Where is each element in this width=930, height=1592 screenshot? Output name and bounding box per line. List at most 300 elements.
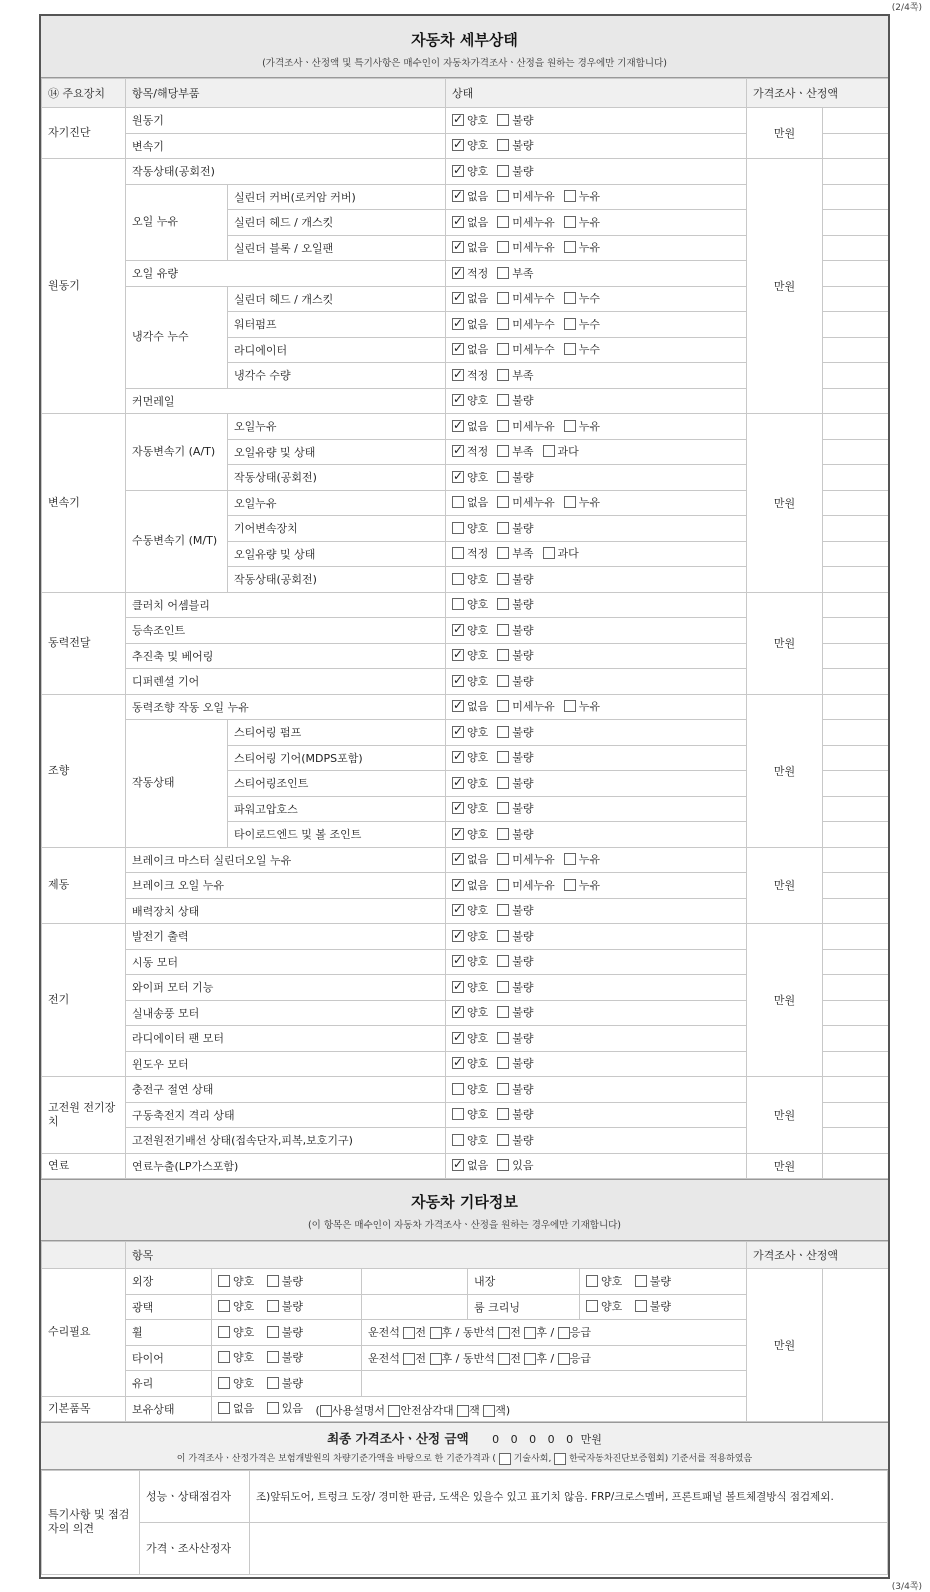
status-options: [446, 261, 747, 287]
status-checkbox[interactable]: [452, 394, 464, 406]
own-none-checkbox[interactable]: [218, 1402, 230, 1414]
status-option[interactable]: [497, 698, 555, 714]
status-option-label: 누유: [578, 190, 601, 204]
status-option[interactable]: [497, 1030, 533, 1046]
inspector-opinion-text: 조)앞뒤도어, 트렁크 도장/ 경미한 판금, 도색은 있을수 있고 표기치 않음. FRP/크로스멤버, 프론트패널 볼트체결방식 점검제외.: [250, 1470, 888, 1522]
wheel-driver-front-checkbox[interactable]: [403, 1327, 415, 1339]
wheel-passenger-front-checkbox[interactable]: [498, 1327, 510, 1339]
status-option-label: 미세누유: [512, 496, 555, 510]
item-label: 윈도우 모터: [126, 1051, 446, 1077]
emergency-label: 응급: [569, 1326, 592, 1340]
status-checkbox[interactable]: [452, 445, 464, 457]
tire-driver-rear-checkbox[interactable]: [430, 1353, 442, 1365]
status-checkbox[interactable]: [452, 471, 464, 483]
status-option[interactable]: [497, 469, 533, 485]
tire-passenger-front-checkbox[interactable]: [498, 1353, 510, 1365]
status-checkbox[interactable]: [497, 1108, 509, 1120]
passenger-seat-label: 동반석: [462, 1326, 495, 1340]
detail-row: [42, 924, 891, 950]
status-option[interactable]: [452, 877, 488, 893]
engineer-society-checkbox[interactable]: [499, 1453, 511, 1465]
status-checkbox[interactable]: [497, 751, 509, 763]
status-checkbox[interactable]: [564, 420, 576, 432]
status-option-label: 누수: [578, 317, 601, 331]
status-option[interactable]: [497, 1157, 533, 1173]
status-checkbox[interactable]: [452, 675, 464, 687]
status-option[interactable]: [452, 571, 488, 587]
status-option-label: 미세누유: [512, 700, 555, 714]
status-option[interactable]: [452, 163, 488, 179]
status-checkbox[interactable]: [452, 649, 464, 661]
main-device-category: 전기: [42, 924, 126, 1077]
status-option[interactable]: [497, 800, 533, 816]
status-option[interactable]: [497, 1106, 533, 1122]
sub-group-label: 수동변속기 (M/T): [126, 490, 228, 592]
status-checkbox[interactable]: [497, 573, 509, 585]
status-option[interactable]: [497, 673, 533, 689]
status-option[interactable]: [497, 724, 533, 740]
status-option[interactable]: [452, 290, 488, 306]
status-checkbox[interactable]: [452, 1083, 464, 1095]
category-repair-needed: 수리필요: [42, 1269, 126, 1397]
item-label: 오일유량 및 상태: [228, 541, 446, 567]
status-option[interactable]: [497, 1132, 533, 1148]
status-options: [446, 847, 747, 873]
status-option-label: 불량: [512, 1082, 534, 1096]
status-checkbox[interactable]: [564, 343, 576, 355]
status-checkbox[interactable]: [497, 675, 509, 687]
status-checkbox[interactable]: [497, 292, 509, 304]
front-label: 전: [415, 1326, 427, 1340]
status-checkbox[interactable]: [497, 700, 509, 712]
status-checkbox[interactable]: [452, 292, 464, 304]
status-option[interactable]: [452, 647, 488, 663]
status-checkbox[interactable]: [543, 547, 555, 559]
glass-good-checkbox[interactable]: [218, 1377, 230, 1389]
status-option[interactable]: [452, 596, 488, 612]
status-checkbox[interactable]: [497, 624, 509, 636]
status-option[interactable]: [452, 341, 488, 357]
status-options: [446, 1153, 747, 1179]
page-number-top: (2/4쪽): [891, 3, 922, 13]
status-checkbox[interactable]: [452, 114, 464, 126]
status-option[interactable]: [497, 290, 555, 306]
status-checkbox[interactable]: [452, 904, 464, 916]
status-checkbox[interactable]: [497, 114, 509, 126]
status-option[interactable]: [497, 979, 533, 995]
status-checkbox[interactable]: [452, 318, 464, 330]
status-checkbox[interactable]: [452, 726, 464, 738]
other-col-item: 항목: [126, 1242, 747, 1269]
status-checkbox[interactable]: [452, 190, 464, 202]
status-option[interactable]: [497, 953, 533, 969]
jack-checkbox[interactable]: [457, 1405, 469, 1417]
status-option[interactable]: [497, 392, 533, 408]
status-checkbox[interactable]: [497, 420, 509, 432]
status-checkbox[interactable]: [564, 700, 576, 712]
room-good-checkbox[interactable]: [586, 1300, 598, 1312]
status-checkbox[interactable]: [497, 930, 509, 942]
item-label: 스티어링 펌프: [228, 720, 446, 746]
status-option[interactable]: [497, 418, 555, 434]
status-checkbox[interactable]: [564, 190, 576, 202]
status-option[interactable]: [452, 851, 488, 867]
status-option[interactable]: [452, 418, 488, 434]
status-checkbox[interactable]: [497, 853, 509, 865]
status-option[interactable]: [564, 214, 600, 230]
status-checkbox[interactable]: [497, 981, 509, 993]
triangle-checkbox[interactable]: [388, 1405, 400, 1417]
status-checkbox[interactable]: [452, 598, 464, 610]
status-options: [446, 1102, 747, 1128]
status-checkbox[interactable]: [452, 547, 464, 559]
status-checkbox[interactable]: [452, 165, 464, 177]
status-checkbox[interactable]: [497, 955, 509, 967]
status-option[interactable]: [497, 137, 533, 153]
status-option[interactable]: [497, 239, 555, 255]
status-option-label: 불량: [512, 904, 534, 918]
status-option-label: 적정: [467, 445, 489, 459]
status-option[interactable]: [497, 902, 533, 918]
status-options: [446, 133, 747, 159]
price-blank: [823, 669, 891, 695]
emergency-label: 응급: [569, 1351, 592, 1365]
status-checkbox[interactable]: [564, 216, 576, 228]
status-checkbox[interactable]: [452, 216, 464, 228]
status-option[interactable]: [452, 800, 488, 816]
status-checkbox[interactable]: [452, 853, 464, 865]
status-option[interactable]: [497, 775, 533, 791]
price-blank: [823, 261, 891, 287]
status-option[interactable]: [452, 749, 488, 765]
status-option-label: 과다: [557, 445, 579, 459]
tire-bad-checkbox[interactable]: [267, 1351, 279, 1363]
status-options: [446, 541, 747, 567]
status-checkbox[interactable]: [452, 369, 464, 381]
status-option[interactable]: [452, 775, 488, 791]
status-checkbox[interactable]: [497, 318, 509, 330]
status-checkbox[interactable]: [452, 420, 464, 432]
gloss-bad-checkbox[interactable]: [267, 1300, 279, 1312]
status-checkbox[interactable]: [497, 369, 509, 381]
status-options: [446, 108, 747, 134]
status-checkbox[interactable]: [564, 292, 576, 304]
status-option[interactable]: [497, 367, 533, 383]
status-option[interactable]: [543, 443, 579, 459]
status-option[interactable]: [497, 163, 533, 179]
status-checkbox[interactable]: [564, 853, 576, 865]
status-checkbox[interactable]: [497, 1134, 509, 1146]
detail-row: [42, 694, 891, 720]
status-option[interactable]: [452, 1081, 488, 1097]
status-option-label: 누유: [578, 419, 601, 433]
status-checkbox[interactable]: [452, 139, 464, 151]
status-option[interactable]: [452, 1106, 488, 1122]
detail-title: 자동차 세부상태: [411, 31, 518, 49]
price-cell: 만원: [747, 924, 823, 1077]
status-checkbox[interactable]: [497, 828, 509, 840]
status-checkbox[interactable]: [452, 496, 464, 508]
gloss-good-checkbox[interactable]: [218, 1300, 230, 1312]
status-option[interactable]: [452, 239, 488, 255]
status-checkbox[interactable]: [452, 1032, 464, 1044]
status-option-label: 불량: [512, 113, 534, 127]
status-checkbox[interactable]: [497, 1032, 509, 1044]
status-option[interactable]: [452, 826, 488, 842]
main-device-category: 동력전달: [42, 592, 126, 694]
status-checkbox[interactable]: [452, 624, 464, 636]
tire-driver-front-checkbox[interactable]: [403, 1353, 415, 1365]
status-option[interactable]: [497, 545, 533, 561]
status-option-label: 양호: [467, 980, 489, 994]
status-option[interactable]: [497, 341, 555, 357]
own-have-checkbox[interactable]: [267, 1402, 279, 1414]
item-label: 커먼레일: [126, 388, 446, 414]
status-option[interactable]: [564, 418, 600, 434]
status-checkbox[interactable]: [452, 828, 464, 840]
status-checkbox[interactable]: [564, 496, 576, 508]
status-option[interactable]: [452, 1055, 488, 1071]
status-option[interactable]: [497, 1055, 533, 1071]
status-checkbox[interactable]: [452, 802, 464, 814]
item-label: 등속조인트: [126, 618, 446, 644]
status-option[interactable]: [564, 698, 600, 714]
status-checkbox[interactable]: [497, 547, 509, 559]
status-checkbox[interactable]: [497, 267, 509, 279]
status-checkbox[interactable]: [452, 343, 464, 355]
status-option-label: 누유: [578, 878, 601, 892]
status-option[interactable]: [452, 443, 488, 459]
status-checkbox[interactable]: [497, 1006, 509, 1018]
status-option[interactable]: [497, 851, 555, 867]
item-label: 발전기 출력: [126, 924, 446, 950]
other-price-cell: 만원: [747, 1269, 823, 1422]
status-checkbox[interactable]: [452, 522, 464, 534]
status-option[interactable]: [497, 826, 533, 842]
status-checkbox[interactable]: [497, 343, 509, 355]
status-option[interactable]: [564, 290, 600, 306]
status-option[interactable]: [452, 1157, 488, 1173]
status-option-label: 미세누수: [512, 292, 555, 306]
status-option[interactable]: [452, 622, 488, 638]
status-option[interactable]: [452, 979, 488, 995]
item-label: 실린더 헤드 / 개스킷: [228, 286, 446, 312]
status-option[interactable]: [497, 1081, 533, 1097]
exterior-bad-checkbox[interactable]: [267, 1275, 279, 1287]
status-option[interactable]: [564, 494, 600, 510]
status-checkbox[interactable]: [564, 241, 576, 253]
interior-good-checkbox[interactable]: [586, 1275, 598, 1287]
status-checkbox[interactable]: [452, 1134, 464, 1146]
status-checkbox[interactable]: [452, 955, 464, 967]
status-option[interactable]: [497, 520, 533, 536]
status-checkbox[interactable]: [452, 267, 464, 279]
status-option[interactable]: [452, 494, 488, 510]
status-checkbox[interactable]: [452, 777, 464, 789]
status-checkbox[interactable]: [452, 1057, 464, 1069]
status-option[interactable]: [452, 469, 488, 485]
status-checkbox[interactable]: [497, 165, 509, 177]
status-checkbox[interactable]: [452, 700, 464, 712]
status-checkbox[interactable]: [497, 802, 509, 814]
status-checkbox[interactable]: [497, 904, 509, 916]
status-checkbox[interactable]: [452, 751, 464, 763]
status-option[interactable]: [452, 520, 488, 536]
status-option[interactable]: [497, 622, 533, 638]
status-checkbox[interactable]: [497, 598, 509, 610]
price-blank: [823, 184, 891, 210]
status-checkbox[interactable]: [497, 649, 509, 661]
status-checkbox[interactable]: [452, 981, 464, 993]
price-blank: [823, 439, 891, 465]
glass-bad-checkbox[interactable]: [267, 1377, 279, 1389]
status-option[interactable]: [452, 724, 488, 740]
status-option[interactable]: [497, 112, 533, 128]
status-option[interactable]: [497, 214, 555, 230]
status-option[interactable]: [452, 953, 488, 969]
status-option[interactable]: [497, 877, 555, 893]
status-option[interactable]: [452, 1132, 488, 1148]
status-checkbox[interactable]: [497, 241, 509, 253]
status-checkbox[interactable]: [564, 318, 576, 330]
status-options: [446, 414, 747, 440]
status-option[interactable]: [497, 265, 533, 281]
option-label: 양호: [601, 1300, 623, 1314]
status-option[interactable]: [452, 367, 488, 383]
status-checkbox[interactable]: [497, 1057, 509, 1069]
gloss-options: [212, 1294, 362, 1320]
status-option-label: 양호: [467, 394, 489, 408]
status-checkbox[interactable]: [497, 879, 509, 891]
wheel-passenger-rear-checkbox[interactable]: [524, 1327, 536, 1339]
tire-emergency-checkbox[interactable]: [558, 1353, 570, 1365]
final-note-a: 이 가격조사ㆍ산정가격은 보험개발원의 차량기준가액을 바탕으로 한 기준가격과 (: [176, 1454, 496, 1464]
price-blank: [823, 337, 891, 363]
status-checkbox[interactable]: [497, 726, 509, 738]
kadia-checkbox[interactable]: [554, 1453, 566, 1465]
item-label: 추진축 및 베어링: [126, 643, 446, 669]
status-checkbox[interactable]: [452, 1159, 464, 1171]
status-options: [446, 796, 747, 822]
status-checkbox[interactable]: [452, 1108, 464, 1120]
status-checkbox[interactable]: [497, 496, 509, 508]
item-label: 작동상태(공회전): [228, 567, 446, 593]
status-checkbox[interactable]: [497, 777, 509, 789]
price-blank: [823, 643, 891, 669]
exterior-options: [212, 1269, 362, 1295]
status-option[interactable]: [564, 188, 600, 204]
status-option[interactable]: [497, 928, 533, 944]
status-option-label: 양호: [467, 598, 489, 612]
status-option[interactable]: [564, 341, 600, 357]
status-option[interactable]: [452, 698, 488, 714]
wheel-good-checkbox[interactable]: [218, 1326, 230, 1338]
wheel-emergency-checkbox[interactable]: [558, 1327, 570, 1339]
status-option-label: 양호: [467, 1133, 489, 1147]
status-option[interactable]: [564, 851, 600, 867]
status-option[interactable]: [452, 316, 488, 332]
status-checkbox[interactable]: [497, 190, 509, 202]
status-option[interactable]: [452, 1030, 488, 1046]
status-option[interactable]: [452, 214, 488, 230]
status-option[interactable]: [497, 647, 533, 663]
status-option-label: 불량: [512, 572, 534, 586]
status-option[interactable]: [497, 443, 533, 459]
status-checkbox[interactable]: [543, 445, 555, 457]
status-checkbox[interactable]: [497, 139, 509, 151]
status-option[interactable]: [452, 902, 488, 918]
rear-label: 후: [441, 1326, 453, 1340]
status-option[interactable]: [452, 1004, 488, 1020]
status-checkbox[interactable]: [452, 930, 464, 942]
status-option[interactable]: [452, 137, 488, 153]
manual-checkbox[interactable]: [320, 1405, 332, 1417]
status-option[interactable]: [543, 545, 579, 561]
status-option[interactable]: [452, 545, 488, 561]
status-option[interactable]: [564, 316, 600, 332]
status-checkbox[interactable]: [497, 1083, 509, 1095]
status-option[interactable]: [497, 188, 555, 204]
status-option[interactable]: [564, 239, 600, 255]
room-bad-checkbox[interactable]: [635, 1300, 647, 1312]
status-option[interactable]: [452, 265, 488, 281]
status-option[interactable]: [452, 112, 488, 128]
status-checkbox[interactable]: [452, 879, 464, 891]
item-glass: 유리: [126, 1371, 212, 1397]
manual-label: 사용설명서: [331, 1403, 385, 1417]
status-option[interactable]: [564, 877, 600, 893]
status-option-label: 없음: [467, 700, 489, 714]
status-checkbox[interactable]: [497, 445, 509, 457]
tire-good-checkbox[interactable]: [218, 1351, 230, 1363]
status-option[interactable]: [497, 494, 555, 510]
tire-passenger-rear-checkbox[interactable]: [524, 1353, 536, 1365]
status-checkbox[interactable]: [564, 879, 576, 891]
status-option[interactable]: [497, 571, 533, 587]
status-option[interactable]: [452, 392, 488, 408]
status-option[interactable]: [452, 928, 488, 944]
price-blank: [823, 363, 891, 389]
status-option[interactable]: [452, 673, 488, 689]
rear-label: 후: [536, 1326, 548, 1340]
option-label: 불량: [281, 1351, 304, 1365]
status-checkbox[interactable]: [452, 573, 464, 585]
option-label: 불량: [281, 1325, 304, 1339]
col-status: 상태: [446, 79, 747, 108]
status-option[interactable]: [497, 1004, 533, 1020]
status-checkbox[interactable]: [452, 241, 464, 253]
status-checkbox[interactable]: [497, 216, 509, 228]
status-option[interactable]: [497, 749, 533, 765]
status-checkbox[interactable]: [452, 1006, 464, 1018]
spanner-checkbox[interactable]: [483, 1405, 495, 1417]
status-checkbox[interactable]: [497, 471, 509, 483]
status-option[interactable]: [452, 188, 488, 204]
status-option[interactable]: [497, 596, 533, 612]
status-option-label: 없음: [467, 215, 489, 229]
wheel-bad-checkbox[interactable]: [267, 1326, 279, 1338]
status-checkbox[interactable]: [497, 1159, 509, 1171]
status-checkbox[interactable]: [497, 394, 509, 406]
triangle-label: 안전삼각대: [400, 1403, 454, 1417]
status-checkbox[interactable]: [497, 522, 509, 534]
exterior-good-checkbox[interactable]: [218, 1275, 230, 1287]
wheel-driver-rear-checkbox[interactable]: [430, 1327, 442, 1339]
interior-bad-checkbox[interactable]: [635, 1275, 647, 1287]
price-blank: [823, 1128, 891, 1154]
detail-header-row: [42, 79, 891, 108]
status-option[interactable]: [497, 316, 555, 332]
